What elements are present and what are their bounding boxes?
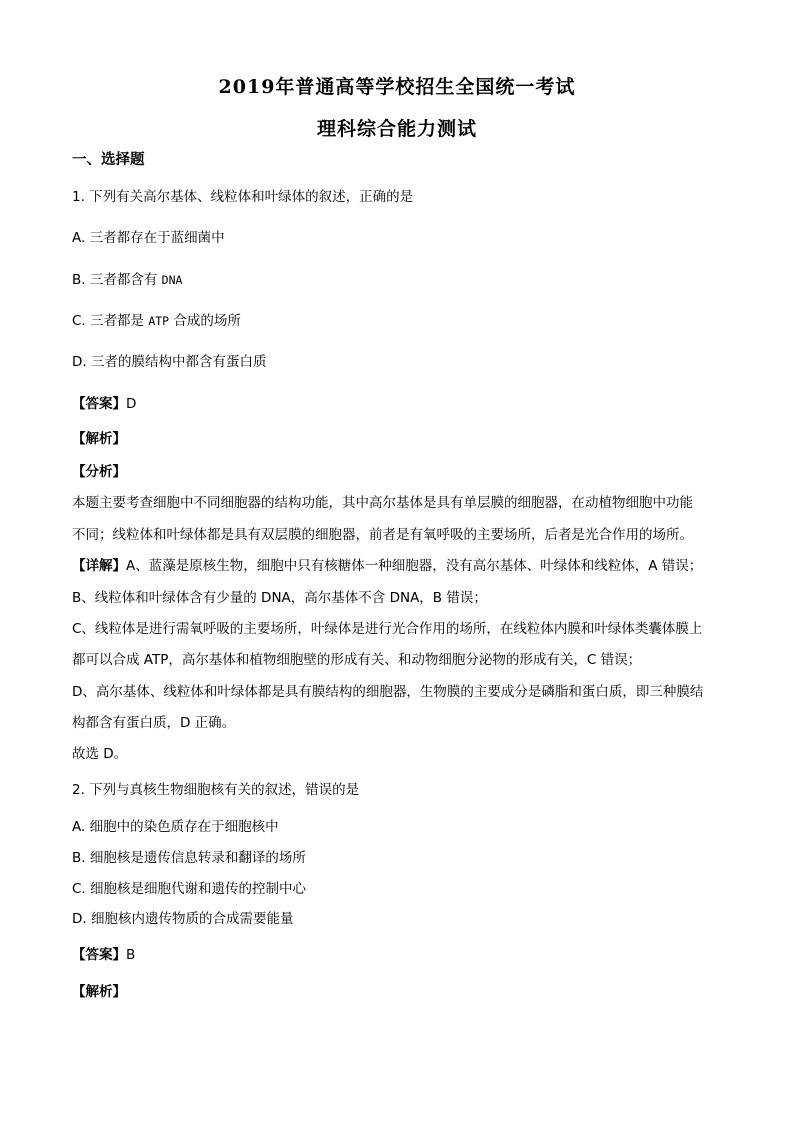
q1-detail-line-4: 都可以合成 ATP，高尔基体和植物细胞壁的形成有关、和动物细胞分泌物的形成有关，C 错误； [72,652,642,668]
q1-fenxi-label: 【分析】 [72,464,126,480]
q2-answer [72,946,724,964]
q1-detail-line-5: D、高尔基体、线粒体和叶绿体都是具有膜结构的细胞器，生物膜的主要成分是磷脂和蛋白质，即三种膜结 [72,684,704,700]
answer-label: 【答案】 [72,947,126,963]
q1-option-b-text: B. 三者都含有 [72,272,162,288]
q1-detail-line-1 [72,557,724,575]
q1-fenxi-line-1: 本题主要考查细胞中不同细胞器的结构功能，其中高尔基体是具有单层膜的细胞器，在动植物细胞中功能 [72,495,693,511]
detail-text-1: A、蓝藻是原核生物，细胞中只有核糖体一种细胞器，没有高尔基体、叶绿体和线粒体，A 错误； [126,558,703,574]
detail-label: 【详解】 [72,558,126,574]
q1-option-b [72,271,724,289]
q1-option-d: D. 三者的膜结构中都含有蛋白质 [72,354,267,370]
answer-value: B [126,947,136,963]
q1-option-b-code: DNA [161,273,183,287]
answer-label: 【答案】 [72,396,126,412]
q1-detail-line-6: 构都含有蛋白质，D 正确。 [72,715,236,731]
q1-detail-line-3: C、线粒体是进行需氧呼吸的主要场所，叶绿体是进行光合作用的场所，在线粒体内膜和叶绿体类囊体膜上 [72,621,703,637]
q1-option-c [72,312,724,330]
q1-option-c-code: ATP [148,314,170,328]
q1-option-c-text: C. 三者都是 [72,313,149,329]
section-heading: 一、选择题 [72,152,145,168]
q1-fenxi-line-2: 不同；线粒体和叶绿体都是具有双层膜的细胞器，前者是有氧呼吸的主要场所，后者是光合作用的场所。 [72,527,693,543]
q2-stem: 2. 下列与真核生物细胞核有关的叙述，错误的是 [72,782,360,798]
q2-option-a: A. 细胞中的染色质存在于细胞核中 [72,819,279,835]
q1-option-a: A. 三者都存在于蓝细菌中 [72,230,225,246]
exam-subtitle: 理科综合能力测试 [316,118,477,140]
q1-analysis-label: 【解析】 [72,431,126,447]
q1-option-c-suffix: 合成的场所 [169,313,241,329]
q2-option-c: C. 细胞核是细胞代谢和遗传的控制中心 [72,881,307,897]
q2-option-d: D. 细胞核内遗传物质的合成需要能量 [72,911,294,927]
q1-detail-line-2: B、线粒体和叶绿体含有少量的 DNA，高尔基体不含 DNA，B 错误； [72,590,487,606]
q2-analysis-label: 【解析】 [72,984,126,1000]
q1-conclusion: 故选 D。 [72,746,128,762]
q2-option-b: B. 细胞核是遗传信息转录和翻译的场所 [72,850,306,866]
q1-answer [72,395,724,413]
q1-stem: 1. 下列有关高尔基体、线粒体和叶绿体的叙述，正确的是 [72,189,414,205]
answer-value: D [126,396,137,412]
exam-title: 2019年普通高等学校招生全国统一考试 [218,76,576,98]
